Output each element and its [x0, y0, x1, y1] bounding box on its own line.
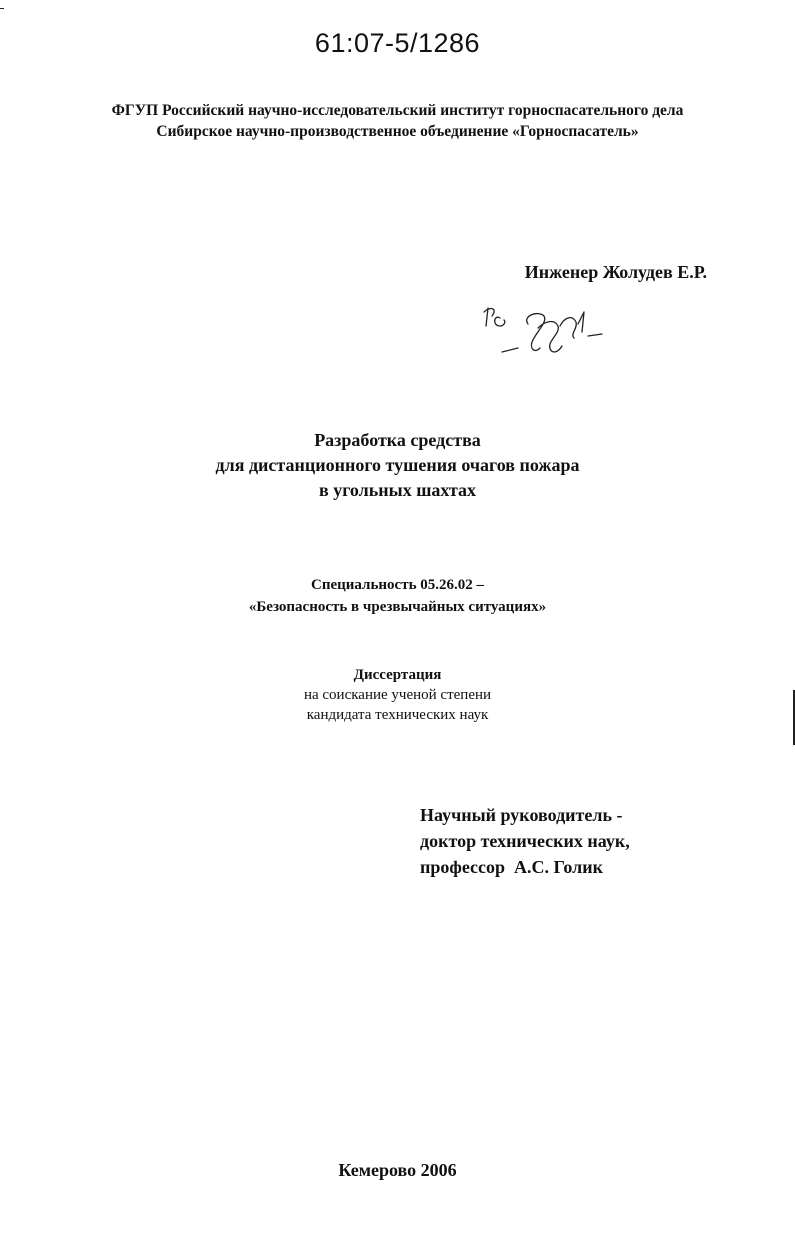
title-line-2: для дистанционного тушения очагов пожара	[215, 455, 580, 475]
scientific-advisor-block	[420, 802, 630, 880]
advisor-line-3: профессор А.С. Голик	[420, 857, 604, 877]
title-line-3: в угольных шахтах	[318, 480, 477, 500]
specialty-block	[0, 574, 795, 618]
dissertation-type-block	[0, 665, 795, 725]
advisor-line-2: доктор технических наук,	[420, 831, 630, 851]
title-line-1: Разработка средства	[314, 430, 481, 450]
catalog-code: 61:07-5/1286	[314, 28, 481, 58]
specialty-line-1: Специальность 05.26.02 –	[311, 577, 484, 593]
dissertation-line-1: Диссертация	[353, 667, 442, 683]
organization-line-1: ФГУП Российский научно-исследовательский институт горноспасательного дела	[111, 102, 684, 119]
organization-block	[0, 100, 795, 142]
dissertation-line-2: на соискание ученой степени	[303, 687, 492, 703]
dissertation-line-3: кандидата технических наук	[306, 707, 489, 723]
handwritten-signature	[478, 296, 618, 366]
dissertation-title	[0, 428, 795, 503]
organization-line-2: Сибирское научно-производственное объединение «Горноспасатель»	[156, 123, 639, 140]
scan-mark-top-left	[0, 8, 4, 9]
city-year: Кемерово 2006	[338, 1160, 457, 1180]
author-name: Инженер Жолудев Е.Р.	[524, 262, 707, 282]
specialty-line-2: «Безопасность в чрезвычайных ситуациях»	[248, 599, 547, 615]
advisor-line-1: Научный руководитель -	[420, 805, 623, 825]
